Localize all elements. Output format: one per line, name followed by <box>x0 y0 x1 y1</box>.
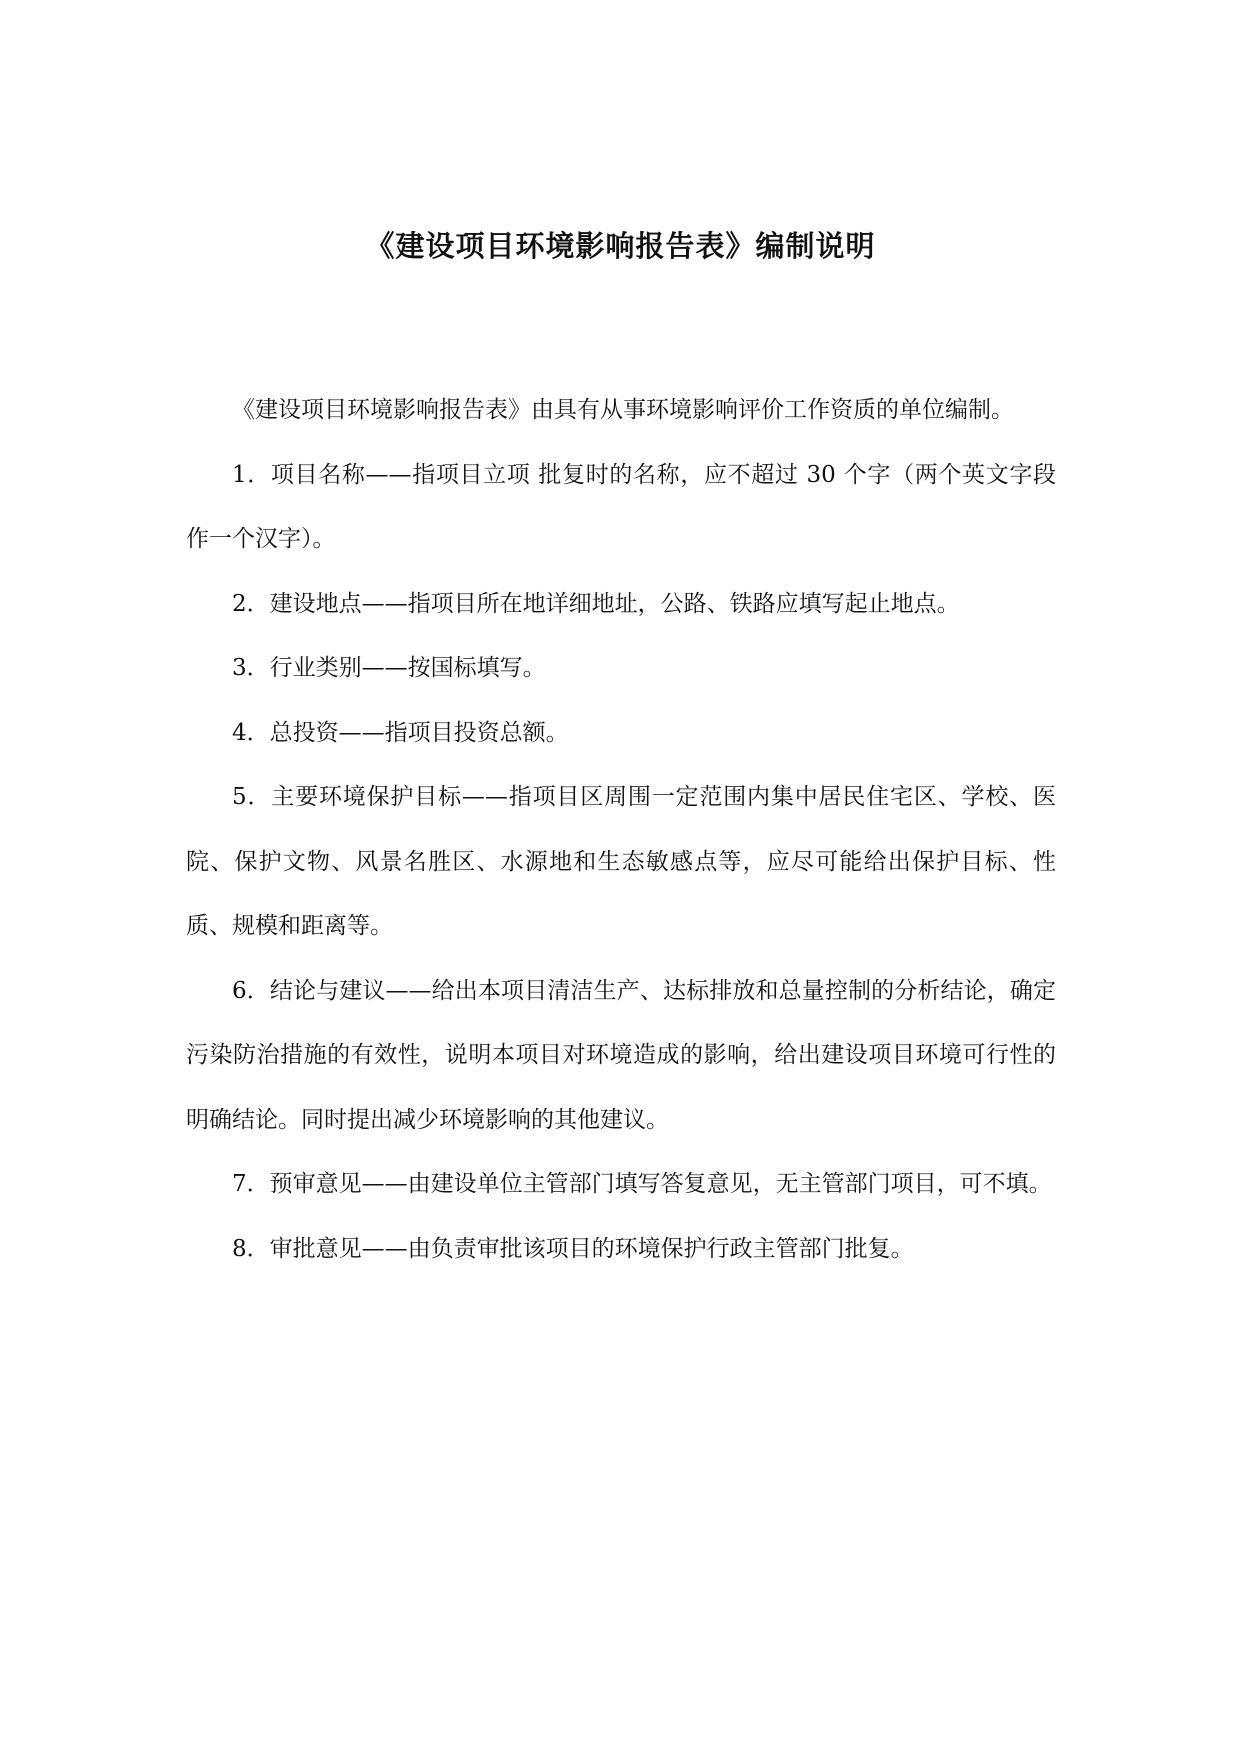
paragraph-item-2: 2．建设地点——指项目所在地详细地址，公路、铁路应填写起止地点。 <box>232 590 960 617</box>
paragraph-item-5: 5．主要环境保护目标——指项目区周围一定范围内集中居民住宅区、学校、医院、保护文物、风景名胜区、水源地和生态敏感点等，应尽可能给出保护目标、性质、规模和距离等。 <box>186 784 1056 939</box>
paragraph-item-3: 3．行业类别——按国标填写。 <box>232 655 546 681</box>
paragraph-item-7: 7．预审意见——由建设单位主管部门填写答复意见，无主管部门项目，可不填。 <box>232 1171 1052 1197</box>
paragraph-item-6: 6．结论与建议——给出本项目清洁生产、达标排放和总量控制的分析结论，确定污染防治措施的有效性，说明本项目对环境造成的影响，给出建设项目环境可行性的明确结论。同时提出减少环境影响的其他建议。 <box>186 977 1056 1133</box>
document-title: 《建设项目环境影响报告表》编制说明 <box>365 229 876 263</box>
paragraph-item-4: 4．总投资——指项目投资总额。 <box>232 719 569 746</box>
paragraph-item-1: 1．项目名称——指项目立项 批复时的名称，应不超过 30 个字（两个英文字段作一个汉字）。 <box>186 461 1056 552</box>
document-body <box>186 378 1056 1281</box>
paragraph-item-8: 8．审批意见——由负责审批该项目的环境保护行政主管部门批复。 <box>232 1235 914 1262</box>
paragraph-intro: 《建设项目环境影响报告表》由具有从事环境影响评价工作资质的单位编制。 <box>232 397 1014 423</box>
